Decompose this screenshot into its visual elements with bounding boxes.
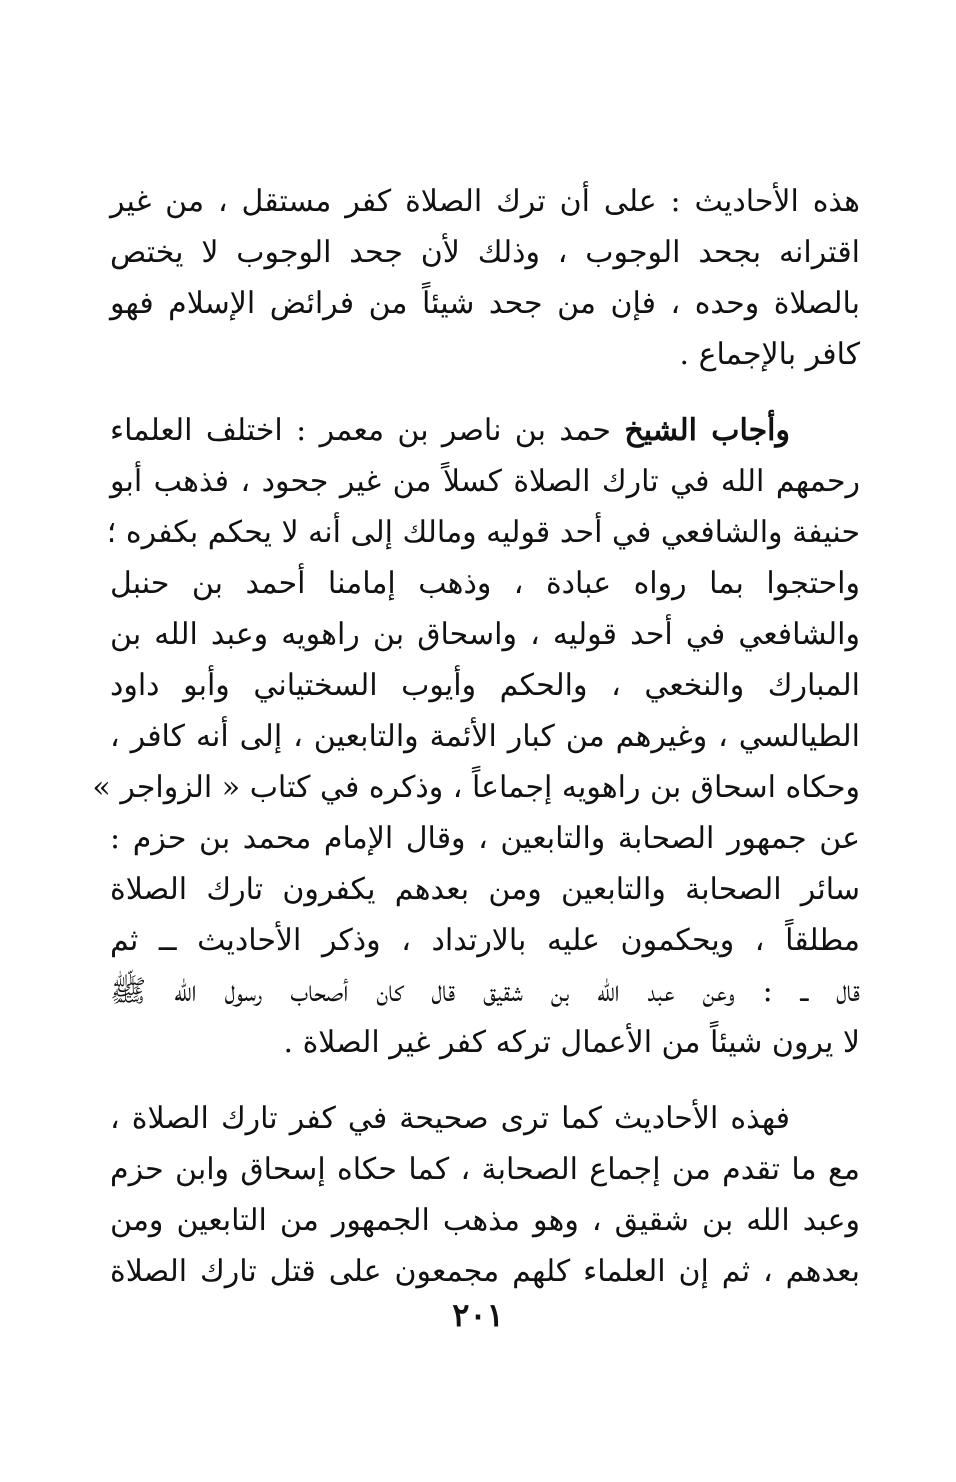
paragraph-1 bbox=[110, 176, 860, 380]
text-line: كافر بالإجماع . bbox=[679, 337, 860, 372]
text-line-first bbox=[110, 405, 860, 456]
text-line: مطلقاً ، ويحكمون عليه بالارتداد ، وذكر الأحاديث ــ ثم bbox=[110, 923, 860, 958]
text-line: حنيفة والشافعي في أحد قوليه ومالك إلى أنه لا يحكم بكفره ؛ bbox=[106, 515, 860, 550]
text-line: بعدهم ، ثم إن العلماء كلهم مجمعون على قتل تارك الصلاة bbox=[110, 1254, 860, 1289]
text-line: هذه الأحاديث : على أن ترك الصلاة كفر مستقل ، من غير bbox=[110, 184, 860, 219]
text-line: سائر الصحابة والتابعين ومن بعدهم يكفرون تارك الصلاة bbox=[110, 872, 860, 907]
bold-lead: وأجاب الشيخ bbox=[624, 413, 790, 448]
paragraph-3 bbox=[110, 1093, 860, 1297]
text-line: وعبد الله بن شقيق ، وهو مذهب الجمهور من التابعين ومن bbox=[110, 1203, 860, 1238]
page-number: ٢٠١ bbox=[452, 1296, 504, 1334]
text-line: الطيالسي ، وغيرهم من كبار الأئمة والتابعين ، إلى أنه كافر ، bbox=[110, 719, 860, 754]
text-line: بالصلاة وحده ، فإن من جحد شيئاً من فرائض الإسلام فهو bbox=[110, 286, 860, 321]
text-line: فهذه الأحاديث كما ترى صحيحة في كفر تارك الصلاة ، bbox=[110, 1101, 790, 1136]
text-line: والشافعي في أحد قوليه ، واسحاق بن راهويه وعبد الله بن bbox=[110, 617, 860, 652]
text-line: لا يرون شيئاً من الأعمال تركه كفر غير الصلاة . bbox=[283, 1025, 860, 1060]
paragraph-gap bbox=[110, 380, 860, 405]
text-line: رحمهم الله في تارك الصلاة كسلاً من غير جحود ، فذهب أبو bbox=[110, 464, 860, 499]
text-line: مع ما تقدم من إجماع الصحابة ، كما حكاه إسحاق وابن حزم bbox=[110, 1152, 860, 1187]
text-line: المبارك والنخعي ، والحكم وأيوب السختياني وأبو داود bbox=[110, 668, 860, 703]
text-line: اقترانه بجحد الوجوب ، وذلك لأن جحد الوجوب لا يختص bbox=[110, 235, 860, 270]
text-line: قال ــ : وعن عبد الله بن شقيق قال كان أصحاب رسول الله ﷺ bbox=[110, 974, 860, 1009]
paragraph-2 bbox=[92, 405, 860, 1068]
paragraph-gap bbox=[110, 1068, 860, 1093]
page-body bbox=[92, 176, 860, 1297]
text-line: واحتجوا بما رواه عبادة ، وذهب إمامنا أحمد بن حنبل bbox=[110, 566, 860, 601]
text-line-rest: حمد بن ناصر بن معمر : اختلف العلماء bbox=[110, 413, 625, 448]
text-line: عن جمهور الصحابة والتابعين ، وقال الإمام محمد بن حزم : bbox=[110, 821, 860, 856]
text-line: وحكاه اسحاق بن راهويه إجماعاً ، وذكره في كتاب « الزواجر » bbox=[92, 770, 860, 805]
